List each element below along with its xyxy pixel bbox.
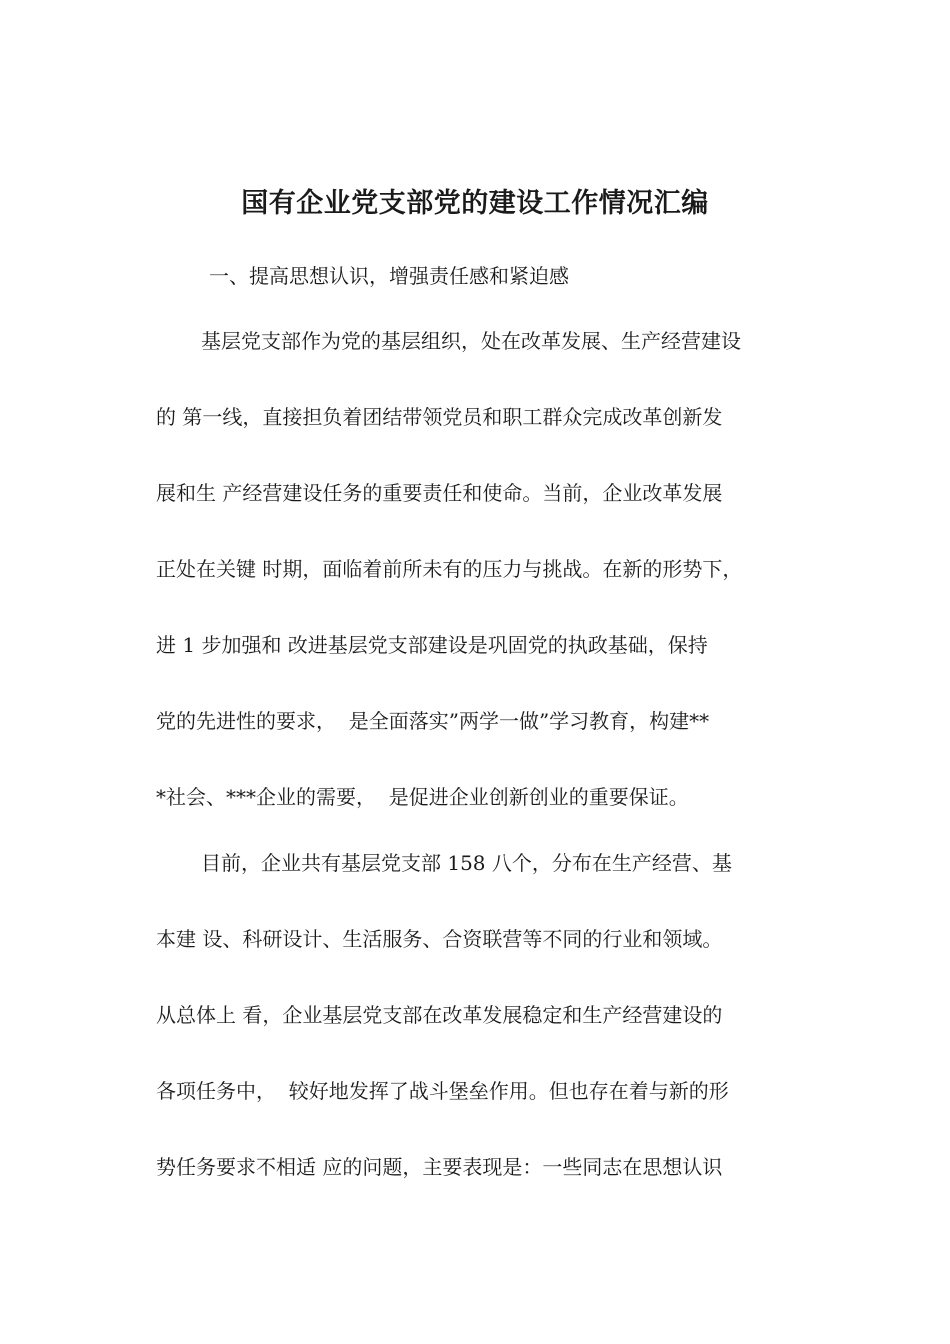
paragraph-line: 势任务要求不相适 应的问题，主要表现是：一些同志在思想认识 xyxy=(156,1155,723,1179)
document-title: 国有企业党支部党的建设工作情况汇编 xyxy=(241,188,709,219)
paragraph-line: 从总体上 看，企业基层党支部在改革发展稳定和生产经营建设的 xyxy=(156,1003,723,1027)
paragraph-line: 本建 设、科研设计、生活服务、合资联营等不同的行业和领域。 xyxy=(156,927,723,951)
paragraph-line: 进 1 步加强和 改进基层党支部建设是巩固党的执政基础，保持 xyxy=(156,633,708,657)
paragraph-line: 正处在关键 时期，面临着前所未有的压力与挑战。在新的形势下， xyxy=(156,557,743,581)
paragraph-line: *社会、***企业的需要， 是促进企业创新创业的重要保证。 xyxy=(156,785,689,809)
paragraph-line: 各项任务中， 较好地发挥了战斗堡垒作用。但也存在着与新的形 xyxy=(156,1079,729,1103)
paragraph-line: 党的先进性的要求， 是全面落实”两学一做”学习教育，构建** xyxy=(156,709,710,733)
paragraph-line: 目前，企业共有基层党支部 158 八个，分布在生产经营、基 xyxy=(201,851,732,875)
paragraph-line: 基层党支部作为党的基层组织，处在改革发展、生产经营建设 xyxy=(201,329,741,353)
paragraph-line: 展和生 产经营建设任务的重要责任和使命。当前，企业改革发展 xyxy=(156,481,723,505)
section-heading: 一、提高思想认识，增强责任感和紧迫感 xyxy=(209,264,569,288)
paragraph-line: 的 第一线，直接担负着团结带领党员和职工群众完成改革创新发 xyxy=(156,405,723,429)
